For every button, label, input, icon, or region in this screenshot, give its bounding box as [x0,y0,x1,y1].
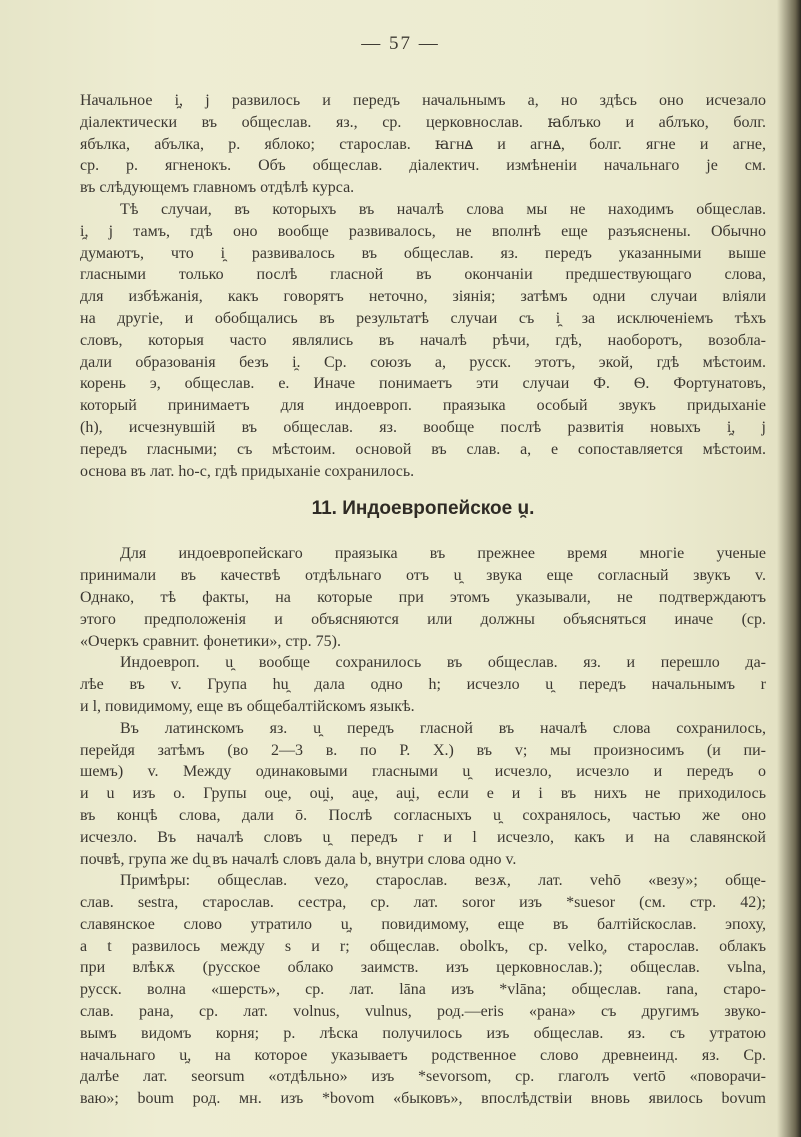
text-line: гласными только послѣ гласной въ окончаніи предшествующаго слова, [80,266,766,284]
text-line: а t развилось между s и r; общеслав. obolkъ, ср. velko̜, старослав. облакъ [80,937,766,955]
text-line: шемъ) v. Между одинаковыми гласными u̯ исчезло, исчезло и передъ о [80,763,766,781]
text-line: думаютъ, что i̯ развивалось въ общеслав. яз. передъ указанными выше [80,244,766,262]
text-line: ср. р. ягненокъ. Объ общеслав. діалектич. измѣненіи начальнаго je см. [80,157,766,175]
page-number: — 57 — [361,33,440,54]
text-line: Примѣры: общеслав. vezo̜, старослав. везѫ, лат. vehō «везу»; обще- [120,872,766,890]
text-line: Для индоевропейскаго праязыка въ прежнее время многіе ученые [120,545,766,563]
text-line: ябълка, абълка, р. яблоко; старослав. ꙗгнꙙ и агнꙙ, болг. ягне и агне, [80,135,766,153]
text-line: «Очеркъ сравнит. фонетики», стр. 75). [80,632,341,650]
text-line: исчезло. Въ началѣ словъ u̯ передъ r и l исчезло, какъ и на славянской [80,828,766,846]
text-line: въ концѣ слова, дали ō. Послѣ согласныхъ u̯ сохранялось, частью же оно [80,806,766,824]
text-line: (h), исчезнувшій въ общеслав. яз. вообще послѣ развитія новыхъ i̯, j [80,418,766,436]
text-line: словъ, которыя часто являлись въ началѣ рѣчи, гдѣ, наоборотъ, возобла- [80,331,766,349]
text-line: i̯, j тамъ, гдѣ оно вообще развивалось, не вполнѣ еще разъяснены. Обычно [80,222,766,240]
paragraph [80,199,766,482]
paragraph [80,870,766,1110]
text-line: далѣе лат. seorsum «отдѣльно» изъ *sevorsom, ср. глаголъ vertō «поворачи- [80,1068,766,1086]
text-line: Индоевроп. u̯ вообще сохранилось въ общеслав. яз. и перешло да- [120,654,766,672]
text-line: принимали въ качествѣ отдѣльнаго отъ u̯ звука еще согласный звукъ v. [80,567,766,585]
text-line: основа въ лат. ho-c, гдѣ придыханіе сохранилось. [80,462,415,480]
text-line: Въ латинскомъ яз. u̯ передъ гласной въ началѣ слова сохранилось, [120,719,766,737]
text-line: перейдя затѣмъ (во 2—3 в. по Р. Х.) въ v; мы произносимъ (и пи- [80,741,766,759]
page-body [80,90,766,1110]
paragraph [80,652,766,717]
paragraph [80,90,766,199]
text-line: корень э, общеслав. е. Иначе понимаетъ эти случаи Ф. Ѳ. Фортунатовъ, [80,375,766,393]
text-line: въ слѣдующемъ главномъ отдѣлѣ курса. [80,179,355,197]
text-line: Тѣ случаи, въ которыхъ въ началѣ слова мы не находимъ общеслав. [120,200,766,218]
text-line: русск. волна «шерсть», ср. лат. lāna изъ *vlāna; общеслав. rana, старо- [80,981,766,999]
paragraph [80,718,766,871]
text-line: слав. sestra, старослав. сестра, ср. лат. soror изъ *suesor (см. стр. 42); [80,894,766,912]
text-line: начальнаго u̯, на которое указываетъ родственное слово древнеинд. яз. Ср. [80,1046,766,1064]
text-line: Начальное i̯, j развилось и передъ начальнымъ а, но здѣсь оно исчезало [80,92,766,109]
text-line: Однако, тѣ факты, на которые при этомъ указывали, не подтверждаютъ [80,588,766,606]
text-line: который принимаетъ для индоевроп. праязыка особый звукъ придыханіе [80,397,766,415]
text-line: почвѣ, група же du̯ въ началѣ словъ дала b, внутри слова одно v. [80,850,517,868]
text-line: для избѣжанія, какъ говорятъ неточно, зіянія; затѣмъ одни случаи вліяли [80,288,766,306]
text-line: на другіе, и обобщались въ результатѣ случаи съ i̯ за исключеніемъ тѣхъ [80,309,766,327]
text-line: дали образованія безъ i̯. Ср. союзъ а, русск. этотъ, экой, гдѣ мѣстоим. [80,353,766,371]
section-heading: 11. Индоевропейское u̯. [311,498,535,520]
text-line: передъ гласными; съ мѣстоим. основой въ слав. а, е сопоставляется мѣстоим. [80,440,766,458]
text-line: ваю»; boum род. мн. изъ *bovom «быковъ», впослѣдствіи вновь явилось bovum [80,1090,766,1108]
text-line: при влѣкѫ (русское облако заимств. изъ церковнослав.); общеслав. vьlna, [80,959,766,977]
text-line: діалектически въ общеслав. яз., ср. церковнослав. ꙗблъко и аблъко, болг. [80,113,766,131]
text-line: и u изъ о. Групы ou̯e, ou̯i, au̯e, au̯i, если е и i въ нихъ не приходилось [80,785,766,803]
text-line: и l, повидимому, еще въ общебалтійскомъ языкѣ. [80,697,415,715]
text-line: славянское слово утратило u̯, повидимому, еще въ балтійскослав. эпоху, [80,915,766,933]
text-line: вымъ видомъ корня; р. лѣска получилось изъ общеслав. яз. съ утратою [80,1024,766,1042]
paragraph [80,543,766,652]
text-line: этого предположенія и объясняются или должны объясняться иначе (ср. [80,610,766,628]
text-line: лѣе въ v. Група hu̯ дала одно h; исчезло u̯ передъ начальнымъ r [80,676,766,694]
text-line: слав. рана, ср. лат. volnus, vulnus, род.—eris «рана» съ другимъ звуко- [80,1003,766,1021]
